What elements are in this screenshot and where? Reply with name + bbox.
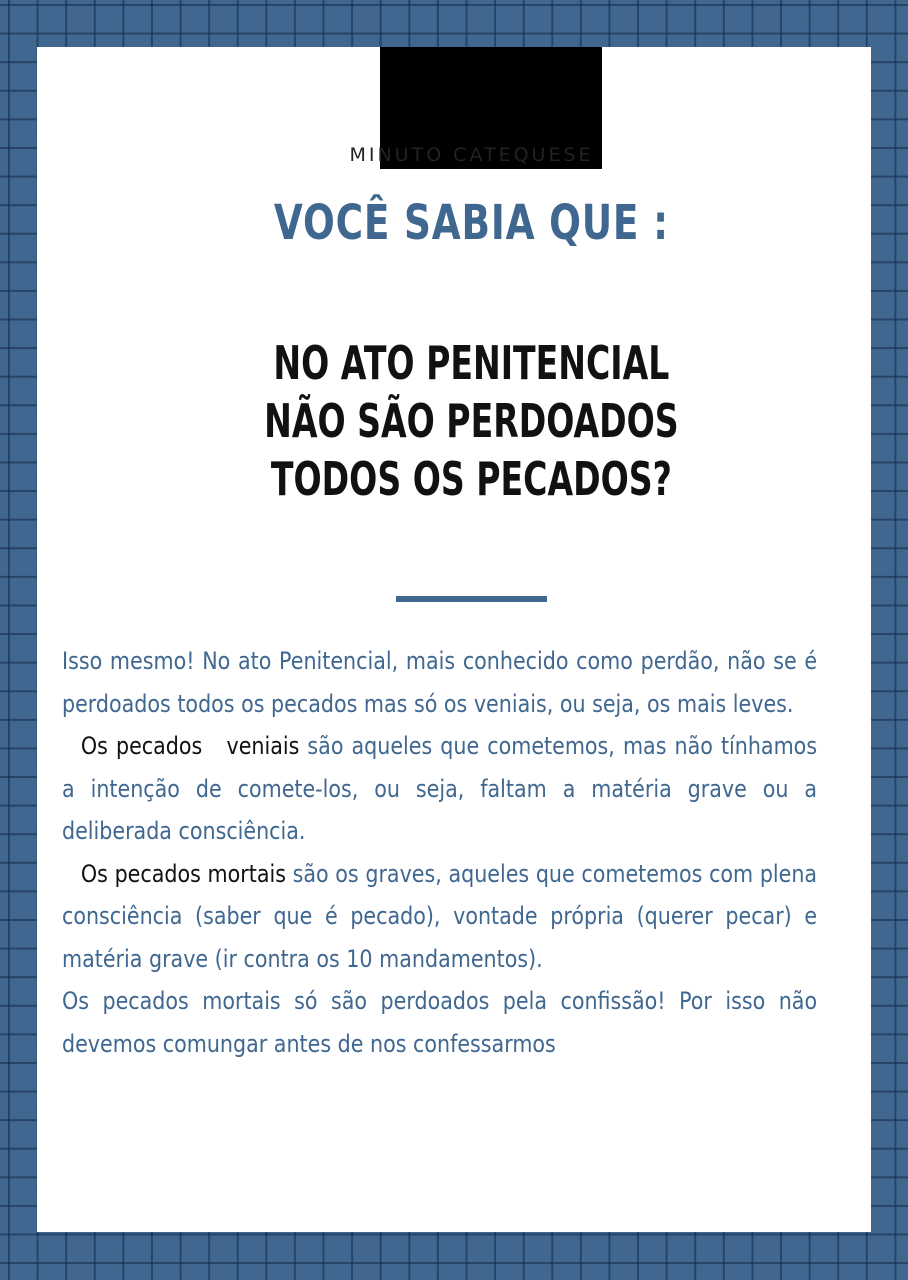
lead-veniais: Os pecados veniais: [80, 732, 300, 760]
kicker-title: MINUTO CATEQUESE: [349, 144, 594, 166]
text-mortais: são os graves, aqueles que cometemos com plena consciência (saber que é pecado), vontade própria (querer pecar) e matéria grave (ir contra os 10 mandamentos).: [62, 859, 818, 973]
question-line: NÃO SÃO PERDOADOS: [264, 394, 679, 448]
paragraph-conclusion: Os pecados mortais só são perdoados pela confissão! Por isso não devemos comungar antes de nos confessarmos: [62, 987, 818, 1058]
question-heading: [132, 334, 811, 508]
paragraph-veniais: [62, 725, 817, 853]
text-veniais: são aqueles que cometemos, mas não tínhamos a intenção de comete-los, ou seja, faltam a matéria grave ou a deliberada consciência.: [62, 732, 818, 845]
question-line: NO ATO PENITENCIAL: [273, 336, 670, 390]
question-line: TODOS OS PECADOS?: [270, 452, 672, 506]
headline: VOCÊ SABIA QUE :: [273, 195, 669, 251]
divider-bar: [396, 596, 547, 602]
paragraph-intro: Isso mesmo! No ato Penitencial, mais conhecido como perdão, não se é perdoados todos os pecados mas só os veniais, ou seja, os mais leves.: [62, 647, 818, 718]
lead-mortais: Os pecados mortais: [80, 859, 286, 888]
body-text: [62, 640, 817, 1065]
paragraph-mortais: [62, 853, 817, 981]
